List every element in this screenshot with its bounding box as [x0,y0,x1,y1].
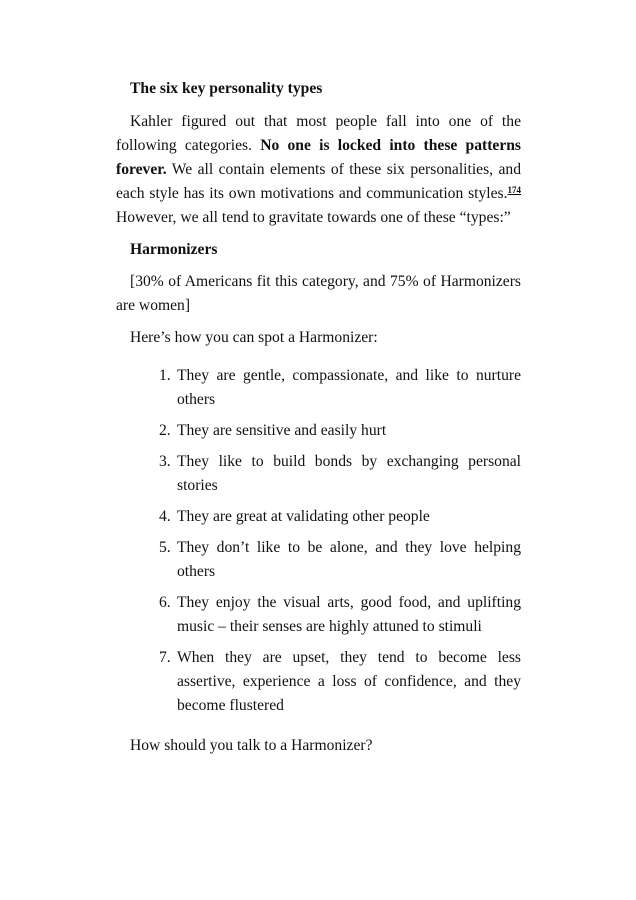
list-item [159,450,521,498]
document-page [116,70,521,758]
intro-text-1: Kahler figured out that most people fall into one of the following categories. [116,113,521,154]
list-item [159,364,521,412]
closing-question: How should you talk to a Harmonizer? [130,737,373,754]
intro-text-3: However, we all tend to gravitate towards one of these “types:” [116,209,511,226]
list-item [159,419,521,443]
intro-emphasis: No one is locked into these patterns forever. [116,137,521,178]
intro-paragraph [116,110,521,230]
list-number: 4. [159,508,171,525]
footnote-reference[interactable]: 174 [507,185,521,195]
list-item-text: They enjoy the visual arts, good food, and uplifting music – their senses are highly attuned to stimuli [177,594,521,635]
list-item [159,591,521,639]
list-number: 1. [159,367,171,384]
list-item-text: When they are upset, they tend to become less assertive, experience a loss of confidence, and they become flustered [177,649,521,714]
list-number: 7. [159,649,171,666]
list-number: 3. [159,453,171,470]
intro-text-2: We all contain elements of these six personalities, and each style has its own motivations and communication styles. [116,161,521,202]
list-item-text: They are gentle, compassionate, and like to nurture others [177,367,521,408]
section-heading: The six key personality types [130,80,323,97]
traits-list [116,364,521,718]
subsection-heading: Harmonizers [130,241,218,258]
list-number: 6. [159,594,171,611]
list-item-text: They are great at validating other people [177,508,430,525]
list-item [159,505,521,529]
statistic-paragraph: [30% of Americans fit this category, and 75% of Harmonizers are women] [116,273,521,314]
spot-intro: Here’s how you can spot a Harmonizer: [130,329,378,346]
list-item [159,536,521,584]
list-item-text: They are sensitive and easily hurt [177,422,387,439]
list-number: 2. [159,422,171,439]
list-item-text: They don’t like to be alone, and they love helping others [177,539,521,580]
list-item-text: They like to build bonds by exchanging personal stories [177,453,521,494]
list-item [159,646,521,718]
list-number: 5. [159,539,171,556]
